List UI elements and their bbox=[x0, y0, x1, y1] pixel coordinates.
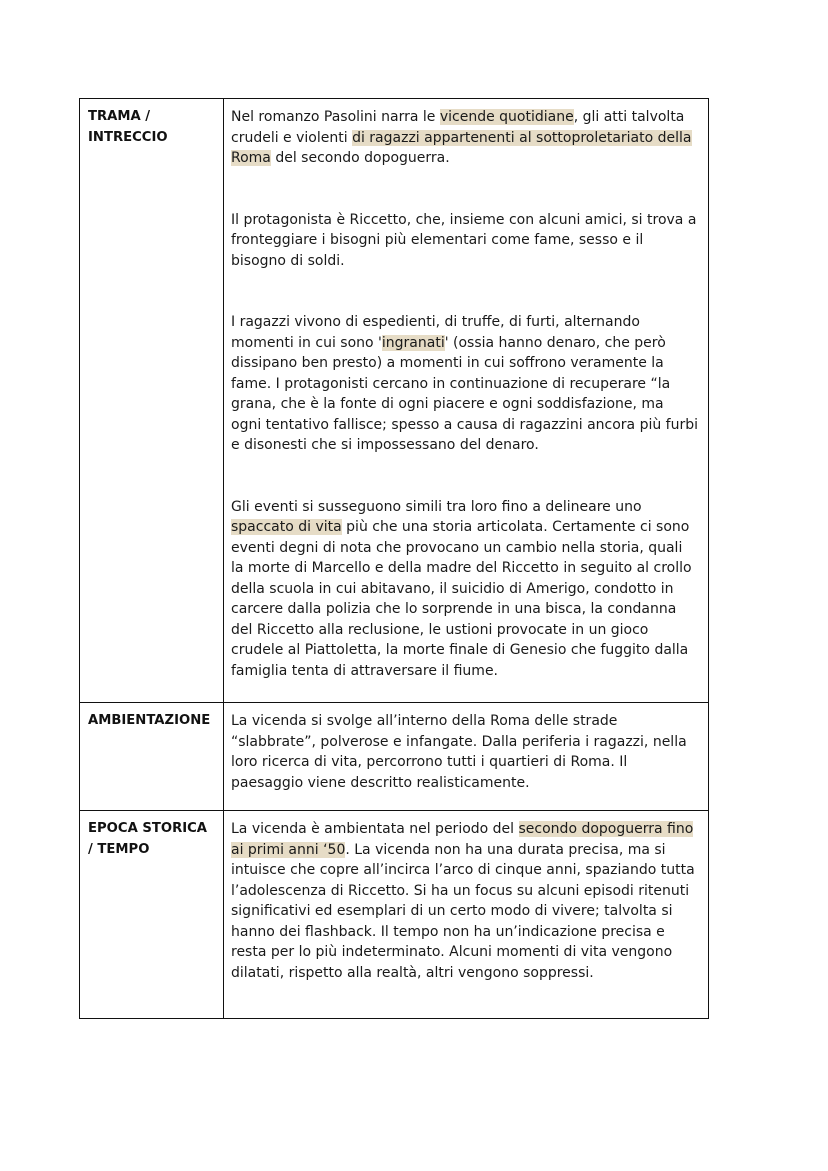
row-label-line: INTRECCIO bbox=[88, 129, 168, 145]
paragraph bbox=[231, 711, 698, 793]
text-segment: La vicenda è ambientata nel periodo del bbox=[231, 821, 519, 837]
text-segment: Il protagonista è Riccetto, che, insieme con alcuni amici, si trova a fronteggiare i bisogni più elementari come fame, sesso e il bisogno di soldi. bbox=[231, 211, 697, 269]
row-label-line: / TEMPO bbox=[88, 841, 150, 857]
row-body-epoca bbox=[224, 811, 709, 1019]
row-label-line: EPOCA STORICA bbox=[88, 821, 208, 836]
text-segment: , gli atti talvolta crudeli e violenti bbox=[231, 109, 685, 146]
paragraph bbox=[231, 107, 698, 169]
content-table bbox=[79, 98, 709, 1019]
highlighted-text: di ragazzi appartenenti al sottoproletariato della Roma bbox=[231, 129, 692, 166]
text-segment: Nel romanzo Pasolini narra le bbox=[231, 109, 440, 125]
text-segment: La vicenda si svolge all’interno della Roma delle strade “slabbrate”, polverose e infangate. Dalla periferia i ragazzi, nella loro ricerca di vita, percorrono tutti i quartieri di Roma. Il paesaggio viene descritto realisticamente. bbox=[231, 713, 687, 791]
highlighted-text: ingranati bbox=[381, 334, 445, 351]
row-label-trama bbox=[80, 99, 224, 703]
paragraph bbox=[231, 312, 698, 456]
highlighted-text: secondo dopoguerra fino ai primi anni ‘50 bbox=[231, 821, 694, 858]
row-label-ambientazione bbox=[80, 703, 224, 811]
table-row-ambientazione bbox=[80, 703, 709, 811]
text-segment: Gli eventi si susseguono simili tra loro fino a delineare uno bbox=[231, 498, 642, 515]
row-body-ambientazione bbox=[224, 703, 709, 811]
text-segment: più che una storia articolata. Certamente ci sono eventi degni di nota che provocano un cambio nella storia, quali la morte di Marcello e della madre del Riccetto in seguito al crollo della scuola in cui abitavano, il suicidio di Amerigo, condotto in carcere dalla polizia che lo sorprende in una bisca, la condanna del Riccetto alla reclusione, le ustioni provocate in un gioco crudele al Piattoletta, la morte finale di Genesio che fuggito dalla famiglia tenta di attraversare il fiume. bbox=[231, 519, 692, 679]
row-label-epoca bbox=[80, 811, 224, 1019]
paragraph bbox=[231, 210, 698, 272]
table-row-trama bbox=[80, 99, 709, 703]
highlighted-text: vicende quotidiane bbox=[439, 109, 574, 125]
text-segment: del secondo dopoguerra. bbox=[270, 150, 450, 166]
paragraph bbox=[231, 497, 698, 682]
text-segment: I ragazzi vivono di espedienti, di truffe, di furti, alternando momenti in cui sono ' bbox=[231, 314, 640, 351]
text-segment: . La vicenda non ha una durata precisa, ma si intuisce che copre all’incirca l’arco di cinque anni, spaziando tutta l’adolescenza di Riccetto. Si ha un focus su alcuni episodi ritenuti significativi ed esemplari di un certo modo di vivere; talvolta si hanno dei flashback. Il tempo non ha un’indicazione precisa e resta per lo più indeterminato. Alcuni momenti di vita vengono dilatati, rispetto alla realtà, altri vengono soppressi. bbox=[231, 841, 695, 981]
paragraph bbox=[231, 819, 698, 983]
row-body-trama bbox=[224, 99, 709, 703]
text-segment: ' (ossia hanno denaro, che però dissipano ben presto) a momenti in cui soffrono veramente la fame. I protagonisti cercano in continuazione di recuperare “la grana, che è la fonte di ogni piacere e ogni soddisfazione, ma ogni tentativo fallisce; spesso a causa di ragazzini ancora più furbi e disonesti che si impossessano del denaro. bbox=[231, 334, 698, 453]
row-label-line: TRAMA / bbox=[88, 109, 151, 124]
table-row-epoca bbox=[80, 811, 709, 1019]
row-label-line: AMBIENTAZIONE bbox=[88, 713, 211, 728]
highlighted-text: spaccato di vita bbox=[231, 519, 342, 535]
